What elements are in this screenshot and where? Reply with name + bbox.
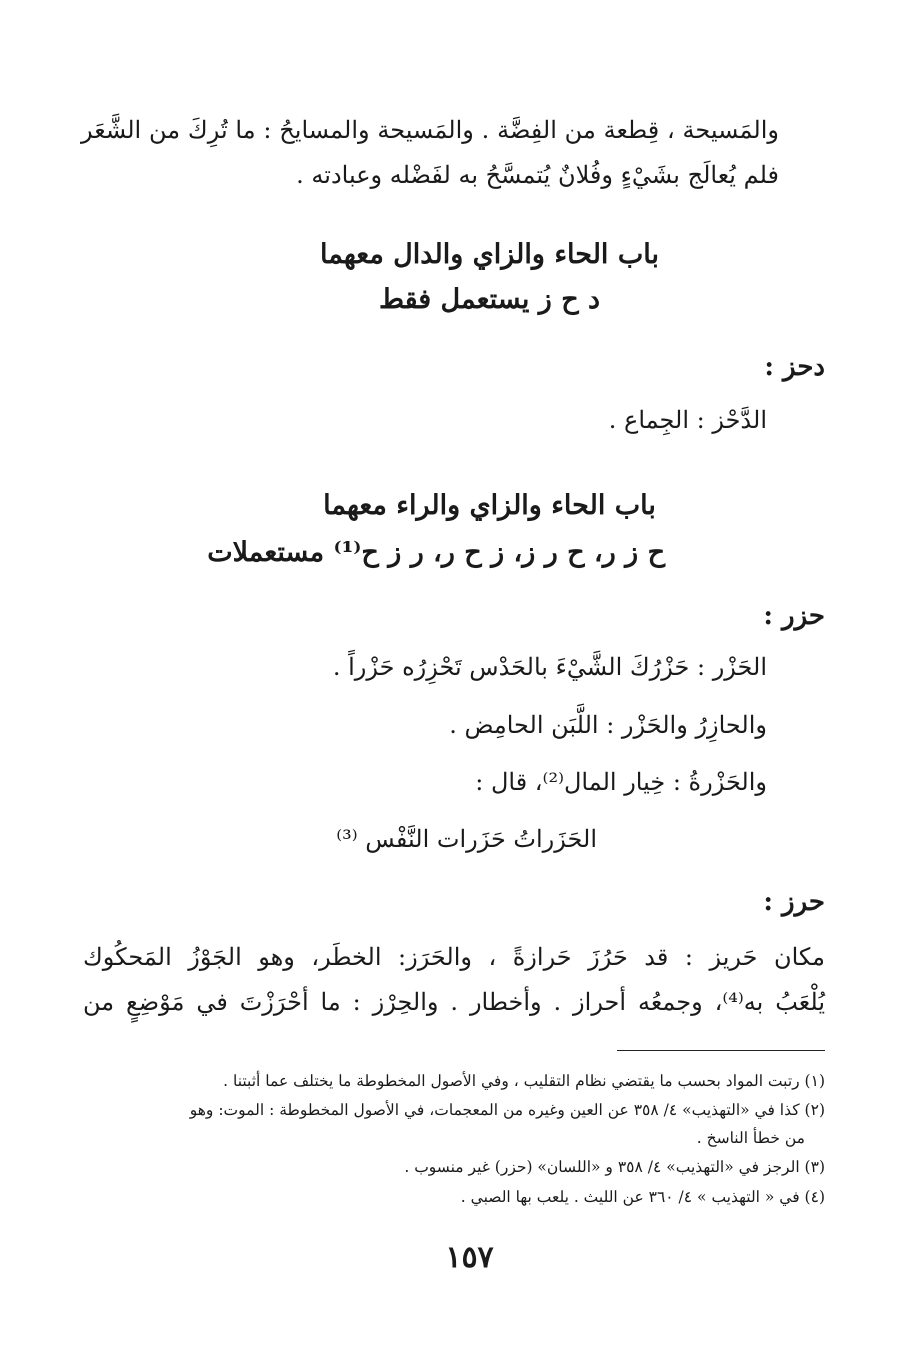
section-subheading: ح ز ر، ح ر ز، ز ح ر، ر ز ح⁽¹⁾ مستعملات [207, 537, 665, 568]
entry-line: الدَّحْز : الجِماع . [608, 406, 767, 434]
footnote: (٤) في « التهذيب » ٤/ ٣٦٠ عن الليث . يلعب بها الصبي . [460, 1188, 825, 1206]
entry-line: الحَزْر : حَزْرُكَ الشَّيْءَ بالحَدْس تَحْزِرُه حَزْراً . [332, 653, 767, 681]
section-heading: باب الحاء والزاي والراء معهما [323, 490, 656, 521]
footnote: (٢) كذا في «التهذيب» ٤/ ٣٥٨ عن العين وغيره من المعجمات، في الأصول المخطوطة : الموت: وهو [189, 1101, 825, 1119]
page-number: ١٥٧ [445, 1240, 494, 1275]
footnote-continuation: من خطأ الناسخ . [696, 1129, 805, 1147]
entry-line: يُلْعَبُ به⁽⁴⁾، وجمعُه أحراز . وأخطار . والحِرْز : ما أحْرَزْتَ في مَوْضِعٍ من [83, 988, 826, 1016]
footnote: (١) رتبت المواد بحسب ما يقتضي نظام التقليب ، وفي الأصول المخطوطة ما يختلف عما أثبتنا . [223, 1072, 825, 1090]
entry-line: والحَزْرةُ : خِيار المال⁽²⁾، قال : [475, 768, 767, 796]
footnote-separator [617, 1050, 825, 1051]
root-heading: حزر : [763, 601, 825, 631]
footnote: (٣) الرجز في «التهذيب» ٤/ ٣٥٨ و «اللسان» (حزر) غير منسوب . [404, 1158, 825, 1176]
section-heading: باب الحاء والزاي والدال معهما [320, 239, 659, 270]
entry-line: مكان حَريز : قد حَرُزَ حَرازةً ، والحَرَز: الخطَر، وهو الجَوْزُ المَحكُوك [83, 943, 825, 971]
section-subheading: د ح ز يستعمل فقط [378, 284, 601, 315]
intro-line-1: والمَسيحة ، قِطعة من الفِضَّة . والمَسيحة والمسايحُ : ما تُرِكَ من الشَّعَر [81, 116, 779, 144]
root-heading: حرز : [763, 887, 825, 917]
intro-line-2: فلم يُعالَج بشَيْءٍ وفُلانٌ يُتمسَّحُ به لفَضْله وعبادته . [296, 161, 779, 189]
root-heading: دحز : [764, 352, 825, 382]
entry-line: والحازِرُ والحَزْر : اللَّبَن الحامِض . [449, 711, 767, 739]
verse-line: الحَزَراتُ حَزَرات النَّفْس ⁽³⁾ [336, 825, 597, 853]
